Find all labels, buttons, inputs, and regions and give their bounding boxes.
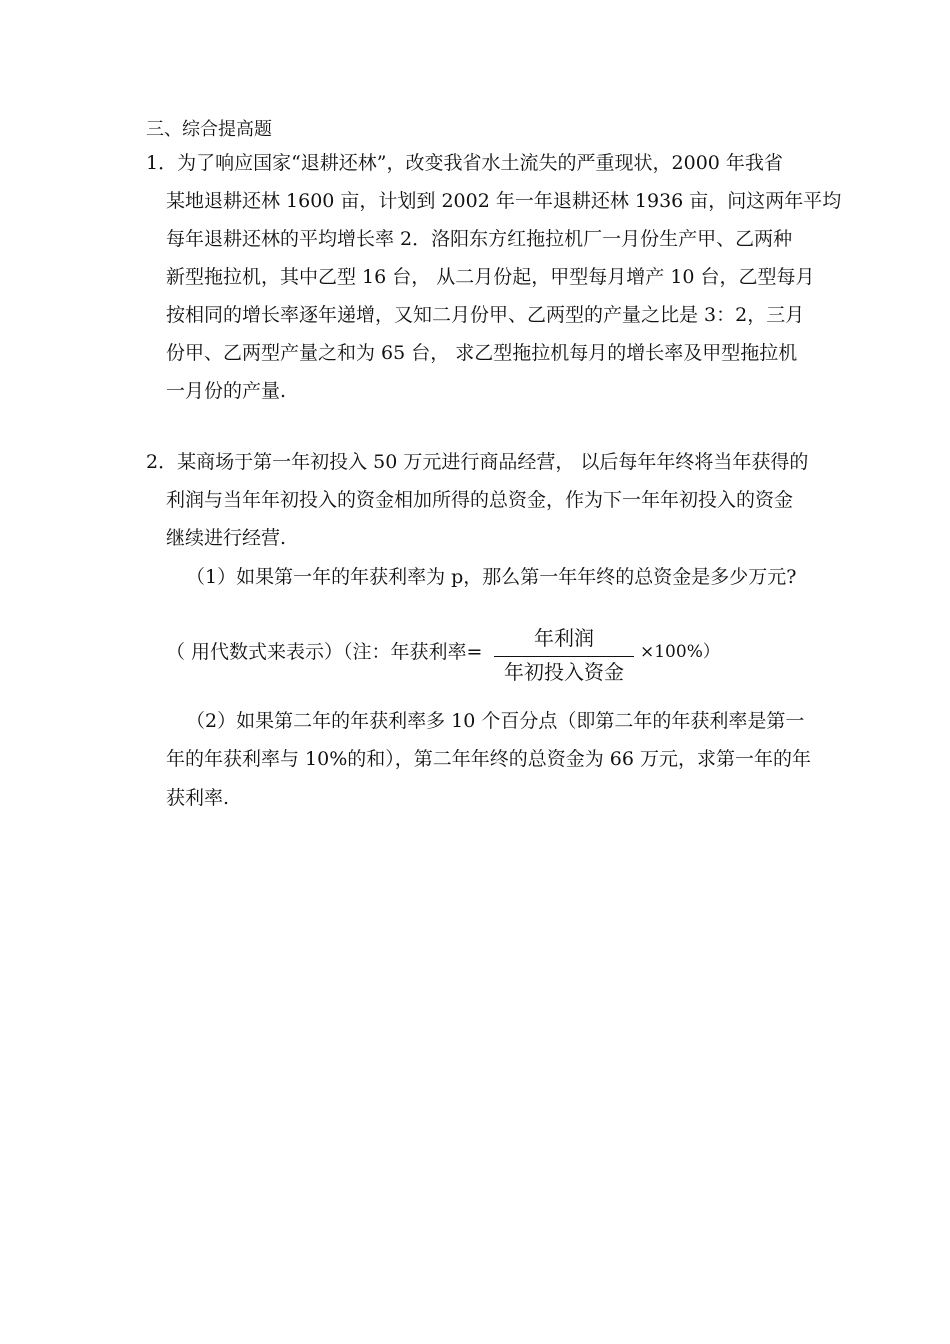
fraction-denominator: 年初投入资金 — [504, 660, 624, 684]
problem1-line: 每年退耕还林的平均增长率 2．洛阳东方红拖拉机厂一月份生产甲、乙两种 — [166, 228, 793, 250]
profit-rate-fraction — [494, 626, 634, 690]
problem1-line: 一月份的产量. — [166, 380, 287, 402]
problem1-line: 份甲、乙两型产量之和为 65 台， 求乙型拖拉机每月的增长率及甲型拖拉机 — [166, 342, 798, 364]
note-suffix: ×100%） — [640, 642, 720, 662]
problem2-q2-line: 年的年获利率与 10%的和），第二年年终的总资金为 66 万元，求第一年的年 — [166, 748, 812, 770]
fraction-bar — [494, 656, 634, 657]
problem2-q2-line: （2）如果第二年的年获利率多 10 个百分点（即第二年的年获利率是第一 — [186, 710, 805, 732]
problem2-line: 2．某商场于第一年初投入 50 万元进行商品经营， 以后每年年终将当年获得的 — [146, 451, 809, 473]
problem2-line: 继续进行经营. — [166, 527, 287, 549]
problem1-line: 按相同的增长率逐年递增，又知二月份甲、乙两型的产量之比是 3：2，三月 — [166, 304, 805, 326]
problem1-line: 1．为了响应国家“退耕还林”，改变我省水土流失的严重现状，2000 年我省 — [146, 152, 783, 174]
problem1-line: 新型拖拉机，其中乙型 16 台， 从二月份起，甲型每月增产 10 台，乙型每月 — [166, 266, 815, 288]
problem2-line: 利润与当年年初投入的资金相加所得的总资金，作为下一年年初投入的资金 — [166, 489, 794, 511]
fraction-numerator: 年利润 — [534, 626, 594, 650]
problem2-q2-line: 获利率. — [166, 787, 230, 809]
note-prefix: （ 用代数式来表示）（注：年获利率= — [166, 641, 483, 663]
profit-rate-note — [166, 626, 726, 690]
problem1-line: 某地退耕还林 1600 亩，计划到 2002 年一年退耕还林 1936 亩，问这两年平均 — [166, 190, 842, 212]
section-title: 三、综合提高题 — [146, 119, 272, 140]
problem2-q1: （1）如果第一年的年获利率为 p，那么第一年年终的总资金是多少万元? — [186, 566, 797, 588]
